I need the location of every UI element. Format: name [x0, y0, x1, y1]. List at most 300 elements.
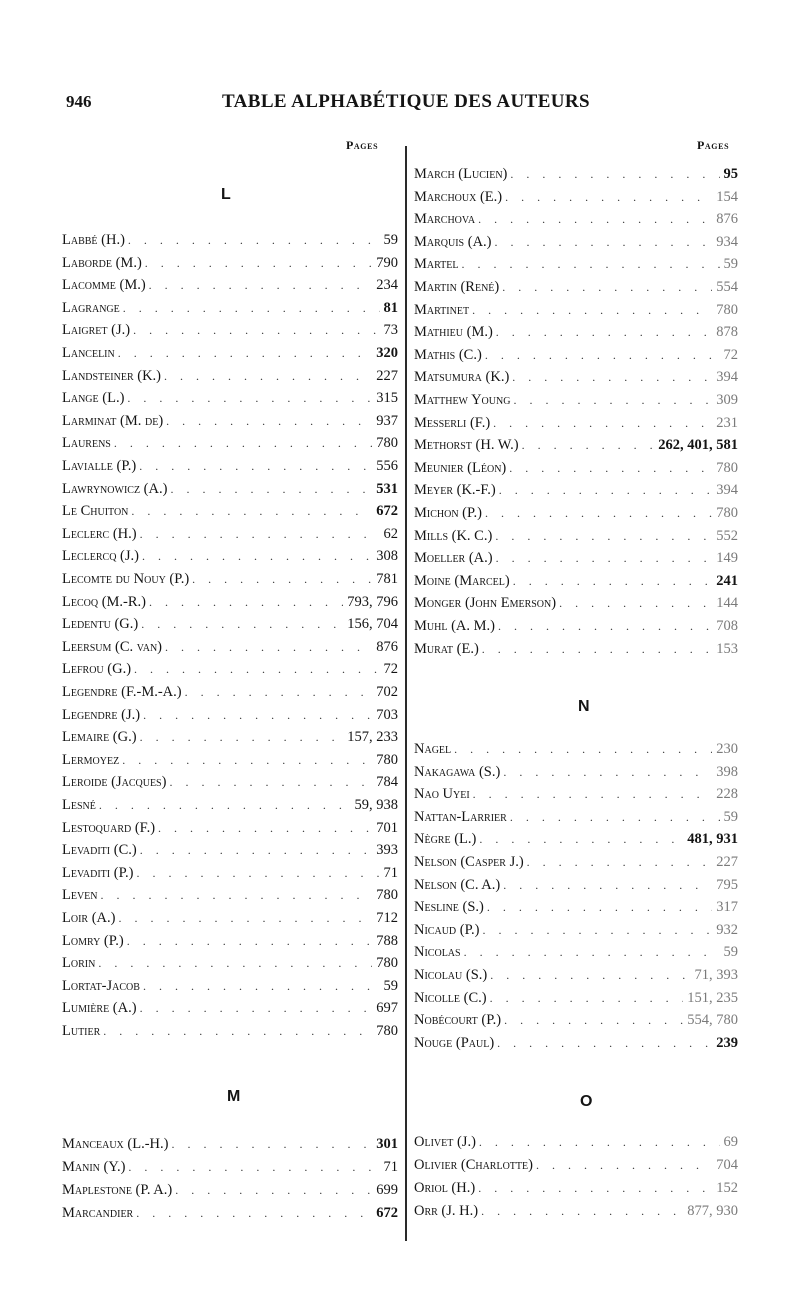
page-reference: 234 [376, 277, 398, 294]
pages-header-left: Pages [346, 138, 379, 152]
dot-leader [143, 975, 380, 997]
index-entry [414, 1200, 738, 1222]
index-entry [62, 771, 398, 793]
section-letter-n: N [578, 698, 590, 715]
page-reference: 932 [716, 921, 738, 938]
page-reference: 157, 233 [347, 729, 398, 746]
author-name: Mills (K. C.) [414, 527, 493, 544]
index-entry [62, 636, 398, 658]
dot-leader [509, 457, 712, 479]
page-reference: 59 [723, 808, 738, 825]
author-name: Marchoux (E.) [414, 188, 503, 205]
page-reference: 59 [383, 977, 398, 994]
dot-leader [123, 297, 380, 319]
author-name: Oriol (H.) [414, 1180, 476, 1196]
page-reference: 394 [716, 482, 738, 499]
page-reference: 937 [376, 412, 398, 429]
index-entry [62, 704, 398, 726]
page-reference: 780 [376, 955, 398, 972]
page-reference: 394 [716, 369, 738, 386]
page-reference: 877, 930 [687, 1203, 738, 1219]
dot-leader [490, 964, 690, 986]
dot-leader [127, 387, 372, 409]
author-name: Lutier [62, 1023, 101, 1039]
page-reference: 73 [383, 322, 398, 339]
index-entry [62, 726, 398, 748]
author-name: Lomry (P.) [62, 932, 124, 949]
author-name: Lecoq (M.-R.) [62, 593, 147, 610]
dot-leader [140, 997, 373, 1019]
author-name: Murat (E.) [414, 640, 479, 657]
page-reference: 788 [376, 932, 398, 949]
dot-leader [136, 862, 379, 884]
author-name: Olivier (Charlotte) [414, 1157, 533, 1173]
dot-leader [487, 896, 712, 918]
dot-leader [503, 761, 712, 783]
page-reference: 554 [716, 279, 738, 295]
page-reference: 156, 704 [347, 616, 398, 633]
page-reference: 153 [716, 640, 738, 657]
dot-leader [499, 479, 713, 501]
section-letter-l: L [221, 186, 231, 203]
index-entry [414, 1177, 738, 1199]
dot-leader [145, 252, 372, 274]
author-name: Nakagawa (S.) [414, 763, 501, 780]
author-name: Landsteiner (K.) [62, 367, 162, 384]
dot-leader [139, 455, 372, 477]
dot-leader [472, 299, 712, 321]
author-name: Martinet [414, 301, 470, 318]
dot-leader [134, 658, 379, 680]
author-name: Laborde (M.) [62, 254, 142, 271]
author-name: Nicolas [414, 944, 461, 961]
index-entry [414, 1131, 738, 1153]
page-reference: 227 [376, 367, 398, 384]
dot-leader [165, 636, 372, 658]
dot-leader [462, 253, 720, 275]
author-name: Lorin [62, 955, 96, 972]
page-reference: 703 [376, 706, 398, 723]
author-name: Lacomme (M.) [62, 277, 146, 294]
index-entry [62, 658, 398, 680]
author-name: Olivet (J.) [414, 1134, 476, 1150]
index-entry [414, 412, 738, 434]
dot-leader [140, 839, 373, 861]
page-reference: 701 [376, 819, 398, 836]
page-reference: 81 [383, 299, 398, 316]
page-reference: 144 [716, 595, 738, 612]
index-entry [62, 365, 398, 387]
dot-leader [485, 344, 720, 366]
page-reference: 227 [716, 854, 738, 870]
dot-leader [149, 274, 373, 296]
index-entry [414, 896, 738, 918]
author-name: Nelson (C. A.) [414, 876, 501, 893]
page-reference: 876 [376, 638, 398, 655]
page-number: 946 [66, 92, 92, 111]
section-letter-o: O [580, 1093, 593, 1110]
author-name: Le Chuiton [62, 503, 129, 520]
page-reference: 878 [716, 324, 738, 341]
index-entry [414, 941, 738, 963]
dot-leader [503, 874, 712, 896]
page-reference: 151, 235 [687, 989, 738, 1006]
index-entry [414, 570, 738, 592]
page-reference: 712 [376, 910, 398, 926]
dot-leader [559, 592, 712, 614]
author-name: Nouge (Paul) [414, 1034, 495, 1051]
dot-leader [498, 615, 712, 637]
dot-leader [483, 919, 713, 941]
page-reference: 780 [376, 887, 398, 904]
author-name: Ledentu (G.) [62, 616, 139, 633]
author-name: Mathis (C.) [414, 346, 482, 363]
author-name: Levaditi (P.) [62, 864, 134, 881]
dot-leader [118, 907, 372, 929]
page-reference: 780 [376, 1023, 398, 1039]
author-name: Lange (L.) [62, 390, 125, 407]
author-name: Leersum (C. van) [62, 638, 162, 655]
author-name: Methorst (H. W.) [414, 437, 519, 454]
index-entry [62, 500, 398, 522]
author-name: Nobécourt (P.) [414, 1012, 502, 1029]
dot-leader [495, 525, 712, 547]
dot-leader [510, 806, 720, 828]
author-name: Michon (P.) [414, 505, 482, 521]
dot-leader [140, 726, 344, 748]
page-reference: 672 [376, 1205, 398, 1221]
dot-leader [114, 432, 372, 454]
author-name: Moine (Marcel) [414, 572, 510, 589]
dot-leader [169, 771, 372, 793]
author-name: Nesline (S.) [414, 899, 484, 916]
index-entry [62, 975, 398, 997]
dot-leader [513, 570, 713, 592]
dot-leader [164, 365, 372, 387]
index-entry [62, 749, 398, 771]
index-entry [62, 410, 398, 432]
index-entry [62, 342, 398, 364]
author-name: Lesné [62, 797, 96, 813]
dot-leader [510, 163, 719, 185]
author-name: Lagrange [62, 299, 120, 316]
index-entry [414, 457, 738, 479]
author-name: Marquis (A.) [414, 233, 492, 250]
dot-leader [118, 342, 373, 364]
author-name: Lawrynowicz (A.) [62, 480, 168, 497]
dot-leader [140, 523, 380, 545]
author-name: Nattan-Larrier [414, 808, 507, 825]
page-reference: 793, 796 [347, 593, 398, 610]
page-reference: 59 [383, 232, 398, 248]
index-entry [414, 163, 738, 185]
index-entry [414, 806, 738, 828]
author-name: Meyer (K.-F.) [414, 482, 496, 499]
dot-leader [496, 547, 713, 569]
column-divider [405, 146, 407, 1241]
dot-leader [490, 987, 684, 1009]
author-name: Leven [62, 887, 98, 904]
page-reference: 784 [376, 774, 398, 791]
dot-leader [133, 319, 379, 341]
author-name: Loir (A.) [62, 910, 116, 926]
page-reference: 228 [716, 786, 738, 803]
page-reference: 71 [383, 1159, 398, 1175]
dot-leader [505, 186, 712, 208]
author-name: Lestoquard (F.) [62, 819, 156, 836]
page-reference: 704 [716, 1157, 738, 1173]
author-name: Lancelin [62, 345, 115, 361]
index-entry [62, 252, 398, 274]
index-entry [62, 1202, 398, 1224]
dot-leader [495, 231, 713, 253]
page-reference: 702 [376, 684, 398, 700]
index-entry [62, 387, 398, 409]
index-entry [62, 591, 398, 613]
dot-leader [128, 229, 380, 251]
page-reference: 231 [716, 414, 738, 431]
dot-leader [512, 366, 712, 388]
dot-leader [128, 1156, 379, 1178]
index-entry [414, 828, 738, 850]
dot-leader [131, 500, 372, 522]
index-entry [62, 545, 398, 567]
index-entry [62, 1020, 398, 1042]
index-entry [62, 817, 398, 839]
index-entry [62, 274, 398, 296]
index-entry [414, 592, 738, 614]
page-reference: 781 [376, 571, 398, 587]
index-entry [414, 502, 738, 524]
dot-leader [141, 613, 343, 635]
author-name: Maplestone (P. A.) [62, 1182, 173, 1198]
page-reference: 301 [376, 1136, 398, 1152]
page-reference: 59, 938 [354, 797, 398, 813]
index-entry [62, 884, 398, 906]
page-reference: 152 [716, 1180, 738, 1196]
author-name: Lortat-Jacob [62, 977, 140, 994]
author-name: Leclerc (H.) [62, 525, 137, 542]
author-name: Lecomte du Nouy (P.) [62, 571, 190, 587]
index-entry [414, 783, 738, 805]
index-entry [62, 952, 398, 974]
page-reference: 795 [716, 876, 738, 893]
index-entry [414, 208, 738, 230]
page-reference: 481, 931 [687, 831, 738, 848]
index-entry [414, 366, 738, 388]
index-entry [414, 231, 738, 253]
index-entry [62, 432, 398, 454]
page-reference: 531 [376, 480, 398, 497]
index-entry [414, 434, 738, 456]
index-entry [62, 319, 398, 341]
index-entry [62, 613, 398, 635]
author-name: Meunier (Léon) [414, 459, 507, 476]
dot-leader [170, 478, 372, 500]
author-name: Leclercq (J.) [62, 548, 139, 565]
dot-leader [479, 828, 683, 850]
index-entry [62, 1133, 398, 1155]
dot-leader [502, 276, 712, 298]
page-reference: 554, 780 [687, 1012, 738, 1029]
page-reference: 308 [376, 548, 398, 565]
author-name: Nelson (Casper J.) [414, 854, 524, 870]
page-reference: 697 [376, 1000, 398, 1017]
index-entry [414, 874, 738, 896]
index-entry [62, 794, 398, 816]
author-name: Nicolau (S.) [414, 967, 488, 983]
author-name: Muhl (A. M.) [414, 618, 495, 634]
index-entry [62, 930, 398, 952]
page-reference: 95 [723, 166, 738, 182]
author-name: Legendre (J.) [62, 706, 141, 723]
author-name: Legendre (F.-M.-A.) [62, 684, 182, 700]
dot-leader [527, 851, 713, 873]
page-reference: 790 [376, 254, 398, 271]
author-name: Mathieu (M.) [414, 324, 493, 341]
dot-leader [99, 794, 351, 816]
author-name: Manin (Y.) [62, 1159, 126, 1175]
dot-leader [142, 545, 372, 567]
dot-leader [482, 638, 712, 660]
page-reference: 62 [383, 525, 398, 542]
author-name: Lumière (A.) [62, 1000, 137, 1017]
page-reference: 672 [376, 503, 398, 520]
index-entry [62, 523, 398, 545]
dot-leader [149, 591, 343, 613]
page-reference: 320 [376, 345, 398, 361]
page-reference: 71 [383, 864, 398, 881]
page-reference: 552 [716, 527, 738, 544]
page-reference: 72 [383, 661, 398, 678]
index-entry [414, 738, 738, 760]
dot-leader [522, 434, 655, 456]
dot-leader [478, 1177, 712, 1199]
dot-leader [98, 952, 372, 974]
index-entry [414, 1009, 738, 1031]
index-entry [62, 1179, 398, 1201]
author-name: Nao Uyei [414, 786, 470, 803]
author-name: Marchova [414, 211, 476, 228]
page-reference: 59 [723, 256, 738, 273]
dot-leader [454, 738, 712, 760]
page-reference: 241 [716, 572, 738, 589]
index-entry [414, 638, 738, 660]
page-reference: 780 [716, 505, 738, 521]
index-entry [414, 389, 738, 411]
dot-leader [166, 410, 372, 432]
author-name: March (Lucien) [414, 166, 508, 182]
page-reference: 149 [716, 550, 738, 567]
page-title: TABLE ALPHABÉTIQUE DES AUTEURS [222, 91, 590, 112]
page-reference: 556 [376, 458, 398, 474]
page-reference: 780 [716, 459, 738, 476]
author-name: Martin (René) [414, 279, 500, 295]
index-entry [414, 615, 738, 637]
index-entry [414, 964, 738, 986]
author-name: Monger (John Emerson) [414, 595, 557, 612]
dot-leader [513, 389, 712, 411]
author-name: Messerli (F.) [414, 414, 491, 431]
index-entry [62, 681, 398, 703]
dot-leader [185, 681, 373, 703]
page-reference: 239 [716, 1034, 738, 1051]
author-name: Marcandier [62, 1205, 134, 1221]
index-entry [414, 851, 738, 873]
author-name: Nicaud (P.) [414, 921, 480, 938]
author-name: Manceaux (L.-H.) [62, 1136, 169, 1152]
page-reference: 59 [723, 944, 738, 961]
dot-leader [497, 1032, 712, 1054]
index-entry [414, 525, 738, 547]
index-entry [414, 919, 738, 941]
dot-leader [136, 1202, 372, 1224]
dot-leader [479, 1131, 720, 1153]
dot-leader [464, 941, 720, 963]
page-reference: 780 [716, 301, 738, 318]
index-entry [62, 455, 398, 477]
index-entry [414, 987, 738, 1009]
pages-header-right: Pages [697, 138, 730, 152]
author-name: Matthew Young [414, 392, 511, 408]
page-reference: 71, 393 [694, 967, 738, 983]
author-name: Lefrou (G.) [62, 661, 132, 678]
section-letter-m: M [227, 1088, 241, 1105]
page-reference: 393 [376, 842, 398, 859]
page-reference: 699 [376, 1182, 398, 1198]
dot-leader [478, 208, 712, 230]
dot-leader [143, 704, 372, 726]
index-entry [414, 276, 738, 298]
page-reference: 780 [376, 751, 398, 768]
index-entry [414, 299, 738, 321]
author-name: Orr (J. H.) [414, 1203, 479, 1219]
page-reference: 72 [723, 346, 738, 363]
index-entry [62, 229, 398, 251]
page-reference: 309 [716, 392, 738, 408]
page-reference: 154 [716, 188, 738, 205]
dot-leader [158, 817, 372, 839]
index-entry [414, 321, 738, 343]
index-entry [414, 344, 738, 366]
dot-leader [171, 1133, 372, 1155]
page-reference: 69 [723, 1134, 738, 1150]
page-reference: 876 [716, 211, 738, 228]
page-reference: 708 [716, 618, 738, 634]
index-entry [62, 907, 398, 929]
page-reference: 398 [716, 763, 738, 780]
index-entry [414, 186, 738, 208]
index-entry [62, 568, 398, 590]
dot-leader [175, 1179, 372, 1201]
index-entry [414, 1032, 738, 1054]
author-name: Levaditi (C.) [62, 842, 137, 859]
author-name: Laigret (J.) [62, 322, 131, 339]
dot-leader [103, 1020, 372, 1042]
dot-leader [481, 1200, 683, 1222]
author-name: Labbé (H.) [62, 232, 125, 248]
author-name: Nègre (L.) [414, 831, 477, 848]
dot-leader [493, 412, 712, 434]
author-name: Nicolle (C.) [414, 989, 487, 1006]
author-name: Laurens [62, 435, 111, 452]
author-name: Leroide (Jacques) [62, 774, 167, 791]
index-entry [62, 862, 398, 884]
page-reference: 230 [716, 741, 738, 757]
page-reference: 934 [716, 233, 738, 250]
index-entry [414, 479, 738, 501]
index-entry [414, 253, 738, 275]
